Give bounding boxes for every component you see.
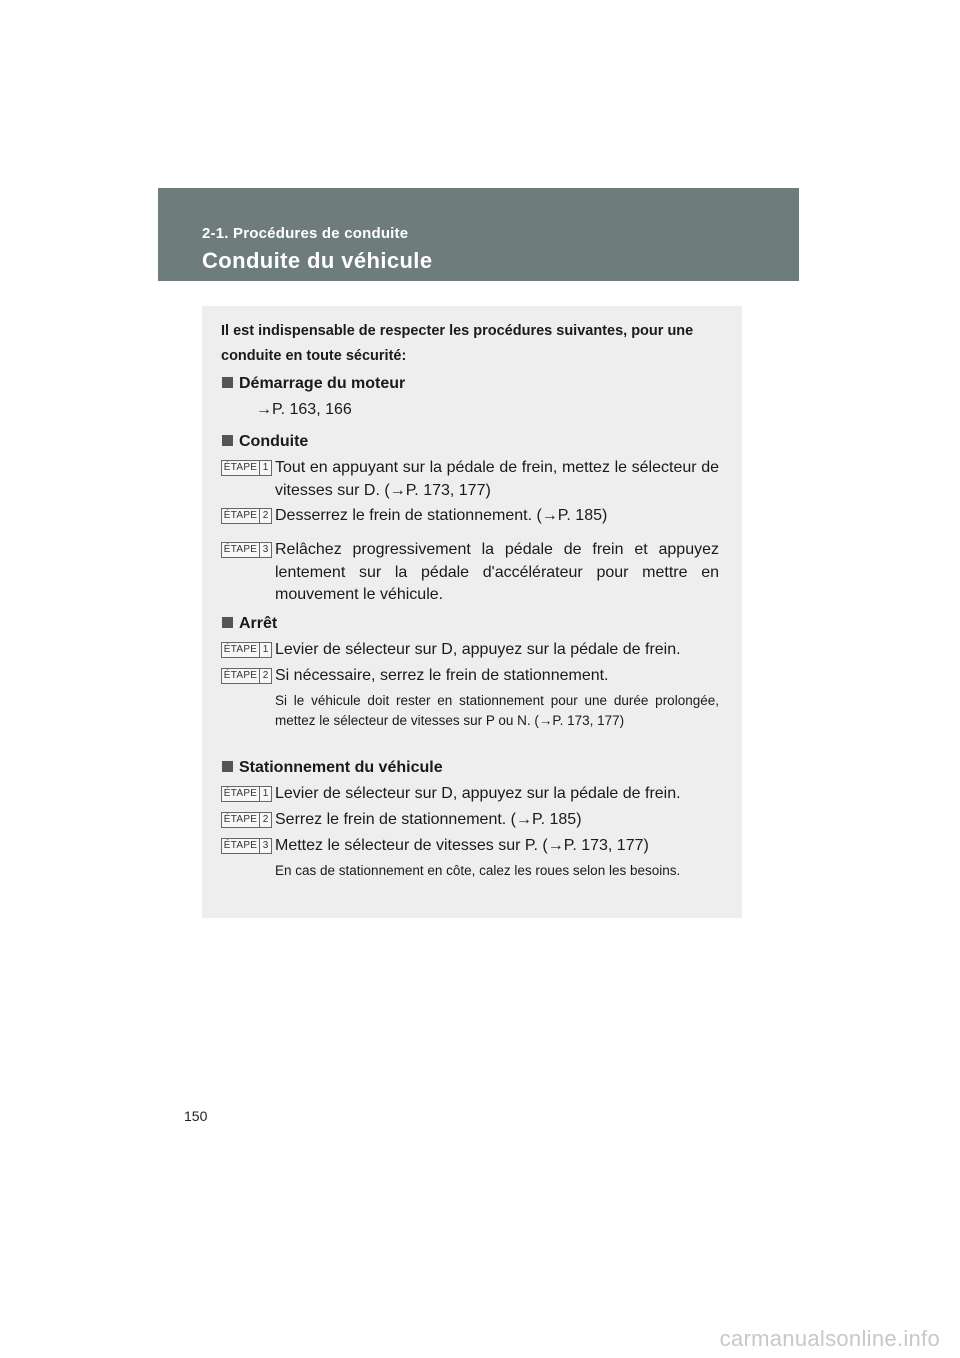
step-text: Mettez le sélecteur de vitesses sur P. (→P. 173, 177) [275, 837, 649, 854]
heading-demarrage: Démarrage du moteur [222, 375, 405, 393]
heading-conduite: Conduite [222, 433, 308, 451]
step-item [221, 783, 719, 806]
step-text: Si nécessaire, serrez le frein de stationnement. [275, 667, 609, 684]
intro-text: Il est indispensable de respecter les procédures suivantes, pour une conduite en toute sécurité: [221, 323, 694, 364]
page-title: Conduite du véhicule [202, 248, 433, 273]
square-bullet-icon [222, 377, 233, 388]
section-label: 2-1. Procédures de conduite [202, 225, 409, 242]
procedure-panel [202, 306, 742, 918]
step-badge: ÉTAPE 3 [221, 542, 272, 558]
step-item [221, 835, 719, 858]
step-text: Desserrez le frein de stationnement. (→P. 185) [275, 507, 608, 524]
square-bullet-icon [222, 761, 233, 772]
step-item [221, 639, 719, 662]
step-badge: ÉTAPE 1 [221, 642, 272, 658]
step-item [221, 505, 719, 528]
step-item [221, 457, 719, 502]
step-item [221, 809, 719, 832]
watermark: carmanualsonline.info [719, 1326, 940, 1351]
step-badge: ÉTAPE 1 [221, 460, 272, 476]
step-text: Tout en appuyant sur la pédale de frein, mettez le sélecteur de vitesses sur D. (→P. 173, 177) [275, 459, 719, 499]
step-item [221, 665, 719, 688]
step-item [221, 539, 719, 607]
step-badge: ÉTAPE 1 [221, 786, 272, 802]
step-badge: ÉTAPE 2 [221, 508, 272, 524]
step-text: Relâchez progressivement la pédale de frein et appuyez lentement sur la pédale d'accélérateur pour mettre en mouvement le véhicule. [275, 541, 719, 603]
note-text: En cas de stationnement en côte, calez les roues selon les besoins. [275, 863, 681, 878]
page-number: 150 [184, 1108, 208, 1124]
step-text: Levier de sélecteur sur D, appuyez sur la pédale de frein. [275, 785, 681, 802]
heading-stationnement: Stationnement du véhicule [222, 759, 443, 777]
step-badge: ÉTAPE 3 [221, 838, 272, 854]
note-text: Si le véhicule doit rester en stationnement pour une durée prolongée, mettez le sélecteur de vitesses sur P ou N. (→P. 173, 177) [275, 693, 719, 728]
heading-arret: Arrêt [222, 615, 277, 633]
step-badge: ÉTAPE 2 [221, 668, 272, 684]
step-text: Levier de sélecteur sur D, appuyez sur la pédale de frein. [275, 641, 681, 658]
step-badge: ÉTAPE 2 [221, 812, 272, 828]
chapter-header [158, 188, 799, 281]
step-text: Serrez le frein de stationnement. (→P. 185) [275, 811, 582, 828]
square-bullet-icon [222, 435, 233, 446]
ref-demarrage[interactable]: →P. 163, 166 [256, 401, 352, 418]
square-bullet-icon [222, 617, 233, 628]
